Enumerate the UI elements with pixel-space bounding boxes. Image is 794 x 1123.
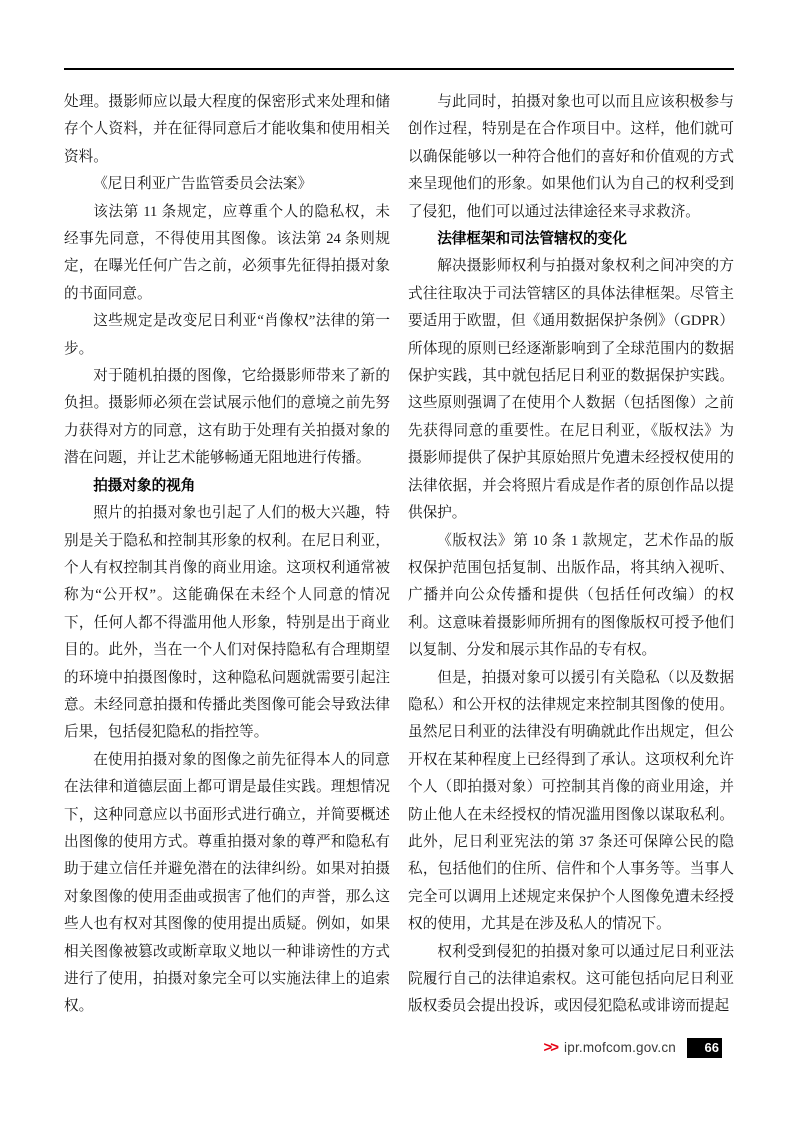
paragraph: 《版权法》第 10 条 1 款规定，艺术作品的版权保护范围包括复制、出版作品，将其纳入视听、广播并向公众传播和提供（包括任何改编）的权利。这意味着摄影师所拥有的图像版权可授予他们以复制、分发和展示其作品的专有权。 <box>408 532 734 659</box>
page-number-badge: 66 <box>687 1038 722 1058</box>
chevron-icon: >> <box>543 1039 558 1056</box>
paragraph: 该法第 11 条规定，应尊重个人的隐私权，未经事先同意，不得使用其图像。该法第 24 条则规定，在曝光任何广告之前，必须事先征得拍摄对象的书面同意。 <box>64 203 390 302</box>
paragraph: 照片的拍摄对象也引起了人们的极大兴趣，特别是关于隐私和控制其形象的权利。在尼日利亚，个人有权控制其肖像的商业用途。这项权利通常被称为“公开权”。这能确保在未经个人同意的情况下，任何人都不得滥用他人形象，特别是出于商业目的。此外，当在一个人们对保持隐私有合理期望的环境中拍摄图像时，这种隐私问题就需要引起注意。未经同意拍摄和传播此类图像可能会导致法律后果，包括侵犯隐私的指控等。 <box>64 505 390 741</box>
section-heading: 法律框架和司法管辖权的变化 <box>437 231 627 248</box>
paragraph: 但是，拍摄对象可以援引有关隐私（以及数据隐私）和公开权的法律规定来控制其图像的使用。虽然尼日利亚的法律没有明确就此作出规定，但公开权在某种程度上已经得到了承认。这项权利允许个人（即拍摄对象）可控制其肖像的商业用途，并防止他人在未经授权的情况滥用图像以谋取私利。此外，尼日利亚宪法的第 37 条还可保障公民的隐私，包括他们的住所、信件和个人事务等。当事人完全可以调用上述规定来保护个人图像免遭未经授权的使用，尤其是在涉及私人的情况下。 <box>408 669 734 933</box>
paragraph: 在使用拍摄对象的图像之前先征得本人的同意在法律和道德层面上都可谓是最佳实践。理想情况下，这种同意应以书面形式进行确立，并简要概述出图像的使用方式。尊重拍摄对象的尊严和隐私有助于建立信任并避免潜在的法律纠纷。如果对拍摄对象图像的使用歪曲或损害了他们的声誉，那么这些人也有权对其图像的使用提出质疑。例如，如果相关图像被篡改或断章取义地以一种诽谤性的方式进行了使用，拍摄对象完全可以实施法律上的追索权。 <box>64 751 390 1015</box>
page-footer <box>544 1037 722 1058</box>
left-column <box>64 89 390 1021</box>
two-column-layout <box>64 89 734 1021</box>
paragraph: 这些规定是改变尼日利亚“肖像权”法律的第一步。 <box>64 313 390 357</box>
paragraph: 权利受到侵犯的拍摄对象可以通过尼日利亚法院履行自己的法律追索权。这可能包括向尼日利亚版权委员会提出投诉，或因侵犯隐私或诽谤而提起 <box>408 943 734 1015</box>
right-column <box>408 89 734 1021</box>
paragraph: 解决摄影师权利与拍摄对象权利之间冲突的方式往往取决于司法管辖区的具体法律框架。尽管主要适用于欧盟，但《通用数据保护条例》（GDPR）所体现的原则已经逐渐影响到了全球范围内的数据保护实践，其中就包括尼日利亚的数据保护实践。这些原则强调了在使用个人数据（包括图像）之前先获得同意的重要性。在尼日利亚，《版权法》为摄影师提供了保护其原始照片免遭未经授权使用的法律依据，并会将照片看成是作者的原创作品以提供保护。 <box>408 258 734 522</box>
header-rule <box>64 68 734 70</box>
section-heading: 拍摄对象的视角 <box>93 477 196 494</box>
footer-site-url: ipr.mofcom.gov.cn <box>564 1039 676 1055</box>
page-content <box>64 68 734 1021</box>
paragraph: 对于随机拍摄的图像，它给摄影师带来了新的负担。摄影师必须在尝试展示他们的意境之前先努力获得对方的同意，这有助于处理有关拍摄对象的潜在问题，并让艺术能够畅通无阻地进行传播。 <box>64 368 390 467</box>
book-title-line: 《尼日利亚广告监管委员会法案》 <box>93 176 313 193</box>
paragraph: 处理。摄影师应以最大程度的保密形式来处理和储存个人资料，并在征得同意后才能收集和使用相关资料。 <box>64 94 390 165</box>
paragraph: 与此同时，拍摄对象也可以而且应该积极参与创作过程，特别是在合作项目中。这样，他们就可以确保能够以一种符合他们的喜好和价值观的方式来呈现他们的形象。如果他们认为自己的权利受到了侵犯，他们可以通过法律途径来寻求救济。 <box>408 94 734 220</box>
